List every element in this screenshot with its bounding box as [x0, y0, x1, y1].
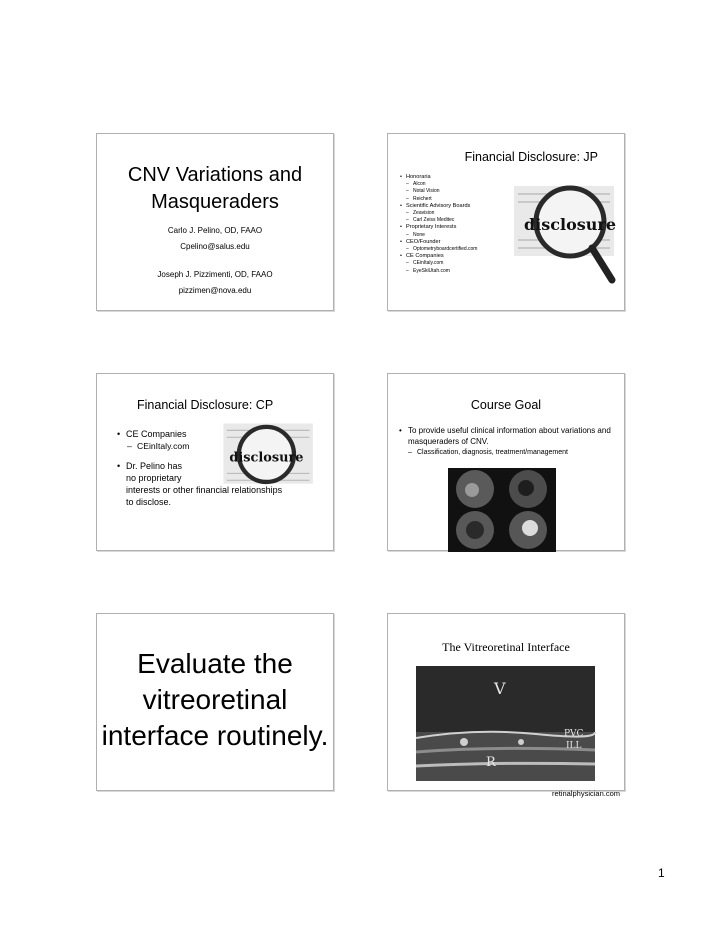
sub-bullet-item: – Zeavision	[400, 210, 477, 217]
heading-line-2: vitreoretinal	[142, 684, 288, 715]
slide-financial-disclosure-cp	[96, 373, 334, 551]
sub-bullet-item: – EyeSkiUtah.com	[400, 268, 477, 275]
bullet-item: • Scientific Advisory Boards	[400, 203, 477, 210]
sub-bullet-item: – None	[400, 232, 477, 239]
label-ill: ILL	[566, 741, 582, 751]
bullet-goal: • To provide useful clinical information about variations and masqueraders of CNV.	[399, 426, 621, 447]
sub-bullet-item: – Carl Zeiss Meditec	[400, 217, 477, 224]
label-r: R	[486, 755, 496, 770]
label-v: V	[494, 679, 506, 698]
oct-scan-image	[416, 666, 595, 781]
page-number: 1	[658, 866, 665, 880]
sub-bullet-item: – Alcon	[400, 181, 477, 188]
author-1: Carlo J. Pelino, OD, FAAO	[167, 226, 263, 235]
fundus-photo-grid	[448, 468, 556, 552]
bullet-item: • CEO/Founder	[400, 239, 477, 246]
bullet-item: • CE Companies	[400, 253, 477, 260]
slide-vitreoretinal-interface	[387, 613, 625, 798]
heading-line-3: interface routinely.	[101, 720, 329, 751]
bullet-ce-companies: • CE Companies	[117, 428, 282, 440]
email-2: pizzimen@nova.edu	[178, 286, 252, 295]
slide-financial-disclosure-jp	[387, 133, 625, 311]
bullet-continuation: interests or other financial relationships	[126, 485, 283, 495]
sub-bullet-item: – Reichert	[400, 196, 477, 203]
slide-heading: The Vitreoretinal Interface	[442, 640, 570, 654]
magnifier-word: disclosure	[229, 450, 304, 466]
bullet-line: • Dr. Pelino has	[126, 461, 183, 471]
image-credit: retinalphysician.com	[552, 789, 620, 798]
goal-list	[399, 426, 621, 459]
bullet-continuation: to disclose.	[126, 497, 172, 507]
slide-heading: Course Goal	[470, 398, 542, 412]
slide-title-heading	[97, 162, 333, 216]
sub-bullet-classification: – Classification, diagnosis, treatment/management	[399, 448, 621, 459]
magnifier-disclosure-image	[512, 180, 622, 290]
bullet-item: • Honoraria	[400, 174, 477, 181]
slide-title	[96, 133, 334, 311]
slide-course-goal	[387, 373, 625, 551]
sub-bullet-item: – Optometryboardcertified.com	[400, 246, 477, 253]
sub-bullet-item: – CEinItaly.com	[400, 260, 477, 267]
slide-heading	[97, 646, 333, 754]
disclosure-list	[400, 174, 477, 275]
slide-evaluate-interface	[96, 613, 334, 791]
title-line-2: Masqueraders	[151, 191, 279, 213]
sub-bullet-item: – Notal Vision	[400, 188, 477, 195]
slide-heading: Financial Disclosure: JP	[464, 150, 598, 164]
bullet-continuation: no proprietary	[126, 473, 182, 483]
author-2: Joseph J. Pizzimenti, OD, FAAO	[157, 270, 273, 279]
title-line-1: CNV Variations and	[127, 164, 303, 186]
bullet-item: • Proprietary Interests	[400, 224, 477, 231]
magnifier-disclosure-image	[221, 420, 317, 494]
sub-bullet-ceinitaly: – CEinItaly.com	[117, 440, 282, 452]
slide-heading: Financial Disclosure: CP	[137, 398, 274, 412]
email-1: Cpelino@salus.edu	[180, 242, 250, 251]
heading-line-1: Evaluate the	[137, 648, 293, 679]
magnifier-word: disclosure	[523, 215, 617, 234]
label-pvc: PVC	[564, 729, 584, 739]
